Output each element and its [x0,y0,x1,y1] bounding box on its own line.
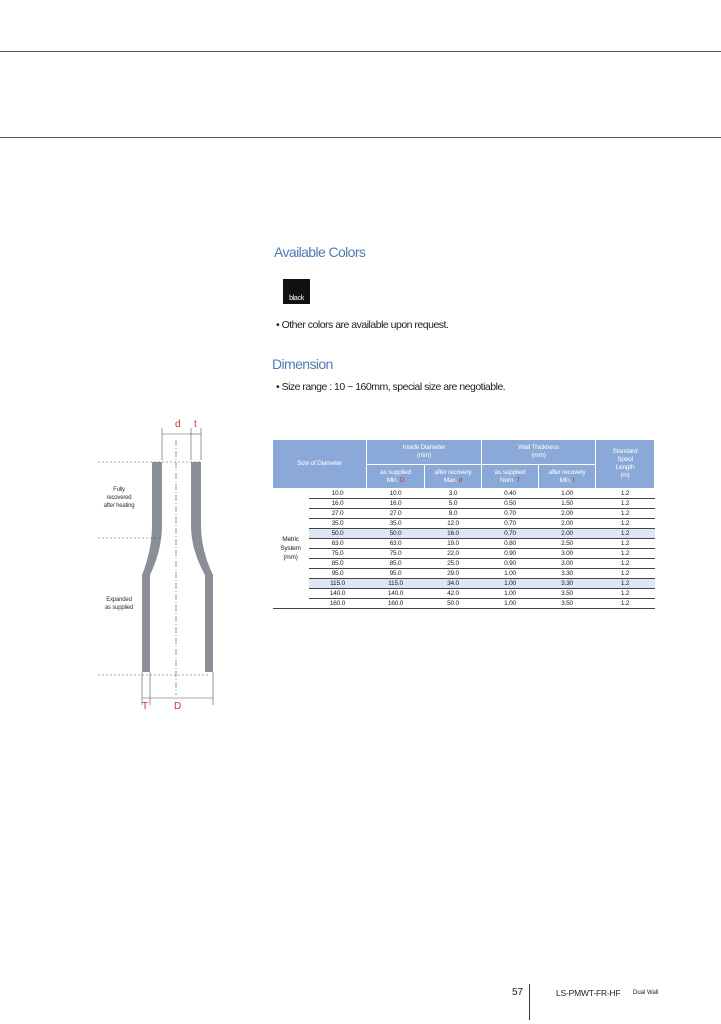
cell-t: 3.00 [539,559,596,569]
cell-D: 16.0 [367,499,425,509]
label-T: T [142,701,149,712]
footer-separator [529,984,530,1020]
table-row [273,589,655,599]
swatch-label: black [289,295,304,302]
cell-D: 75.0 [367,549,425,559]
table-row [273,489,655,499]
dimension-heading: Dimension [272,356,333,372]
page-number: 57 [512,987,524,998]
cell-len: 1.2 [596,579,655,589]
dimension-note: • Size range : 10 ~ 160mm, special size are negotiable. [276,381,506,393]
header-after-recovery-min: after recovery Min. t [539,465,596,489]
cell-size: 115.0 [309,579,367,589]
cell-size: 10.0 [309,489,367,499]
cell-size: 16.0 [309,499,367,509]
cell-D: 10.0 [367,489,425,499]
cell-len: 1.2 [596,549,655,559]
cell-t: 3.50 [539,599,596,609]
cell-size: 63.0 [309,539,367,549]
cell-T: 0.90 [482,559,539,569]
header-wall-thickness: Wall Thickness (mm) [482,440,596,465]
cell-size: 75.0 [309,549,367,559]
table-row [273,529,655,539]
header-bottom-rule [0,137,721,138]
available-colors-heading: Available Colors [274,244,366,260]
cell-size: 160.0 [309,599,367,609]
cell-len: 1.2 [596,489,655,499]
cell-T: 1.00 [482,599,539,609]
cell-T: 1.00 [482,569,539,579]
table-row [273,599,655,609]
dimension-table [272,439,655,609]
cell-len: 1.2 [596,539,655,549]
cell-size: 27.0 [309,509,367,519]
cell-D: 63.0 [367,539,425,549]
cell-d: 12.0 [425,519,482,529]
color-swatch-black [283,279,310,304]
cell-len: 1.2 [596,559,655,569]
tube-right-wall [191,462,213,672]
cell-T: 1.00 [482,589,539,599]
cell-D: 160.0 [367,599,425,609]
cell-len: 1.2 [596,519,655,529]
cell-t: 3.00 [539,549,596,559]
cell-d: 3.0 [425,489,482,499]
table-row [273,559,655,569]
table-row [273,579,655,589]
cell-t: 3.30 [539,569,596,579]
cell-t: 1.00 [539,489,596,499]
table-row [273,519,655,529]
cell-D: 115.0 [367,579,425,589]
cell-d: 29.0 [425,569,482,579]
cell-d: 5.0 [425,499,482,509]
cell-d: 19.0 [425,539,482,549]
cell-len: 1.2 [596,569,655,579]
cell-T: 0.90 [482,549,539,559]
cell-len: 1.2 [596,529,655,539]
header-inside-diameter: Inside Diameter (mm) [367,440,482,465]
table-row [273,569,655,579]
cell-T: 0.40 [482,489,539,499]
cell-len: 1.2 [596,589,655,599]
cell-len: 1.2 [596,599,655,609]
cell-t: 3.30 [539,579,596,589]
cell-size: 35.0 [309,519,367,529]
cell-size: 140.0 [309,589,367,599]
cell-t: 2.00 [539,529,596,539]
cell-d: 8.0 [425,509,482,519]
label-d: d [175,419,181,430]
cell-len: 1.2 [596,509,655,519]
table-row [273,499,655,509]
header-as-supplied-min: as supplied Min. D [367,465,425,489]
cell-d: 34.0 [425,579,482,589]
header-after-recovery-max: after recovery Max. d [425,465,482,489]
top-rule [0,51,721,52]
cell-t: 2.50 [539,539,596,549]
cell-T: 0.80 [482,539,539,549]
cell-D: 35.0 [367,519,425,529]
table-row [273,539,655,549]
cell-T: 0.50 [482,499,539,509]
cell-D: 50.0 [367,529,425,539]
cell-t: 1.50 [539,499,596,509]
cell-d: 50.0 [425,599,482,609]
header-as-supplied-nom: as supplied Nom. T [482,465,539,489]
tube-dimension-diagram [90,410,230,715]
table-row [273,549,655,559]
cell-size: 95.0 [309,569,367,579]
header-size: Size of Diameter [273,440,367,489]
label-D: D [174,701,182,712]
label-t: t [194,419,197,430]
cell-d: 22.0 [425,549,482,559]
label-expanded: Expanded as supplied [104,597,134,611]
cell-size: 85.0 [309,559,367,569]
cell-T: 1.00 [482,579,539,589]
table-row [273,509,655,519]
cell-d: 42.0 [425,589,482,599]
header-spool-length: Standard Spool Length (m) [596,440,655,489]
cell-t: 2.00 [539,509,596,519]
tube-left-wall [142,462,162,672]
cell-d: 16.0 [425,529,482,539]
cell-D: 27.0 [367,509,425,519]
cell-size: 50.0 [309,529,367,539]
cell-D: 85.0 [367,559,425,569]
cell-len: 1.2 [596,499,655,509]
table-body [273,489,655,609]
cell-T: 0.70 [482,529,539,539]
footer-subtitle: Dual Wall [633,990,659,996]
colors-note: • Other colors are available upon request. [276,319,449,331]
cell-T: 0.70 [482,509,539,519]
product-code: LS-PMWT-FR-HF [556,988,621,998]
label-fully-recovered: Fully recovered after heating [103,487,135,509]
cell-t: 2.00 [539,519,596,529]
system-label: Metric System (mm) [273,489,309,609]
cell-t: 3.50 [539,589,596,599]
cell-T: 0.70 [482,519,539,529]
cell-d: 25.0 [425,559,482,569]
cell-D: 95.0 [367,569,425,579]
cell-D: 140.0 [367,589,425,599]
